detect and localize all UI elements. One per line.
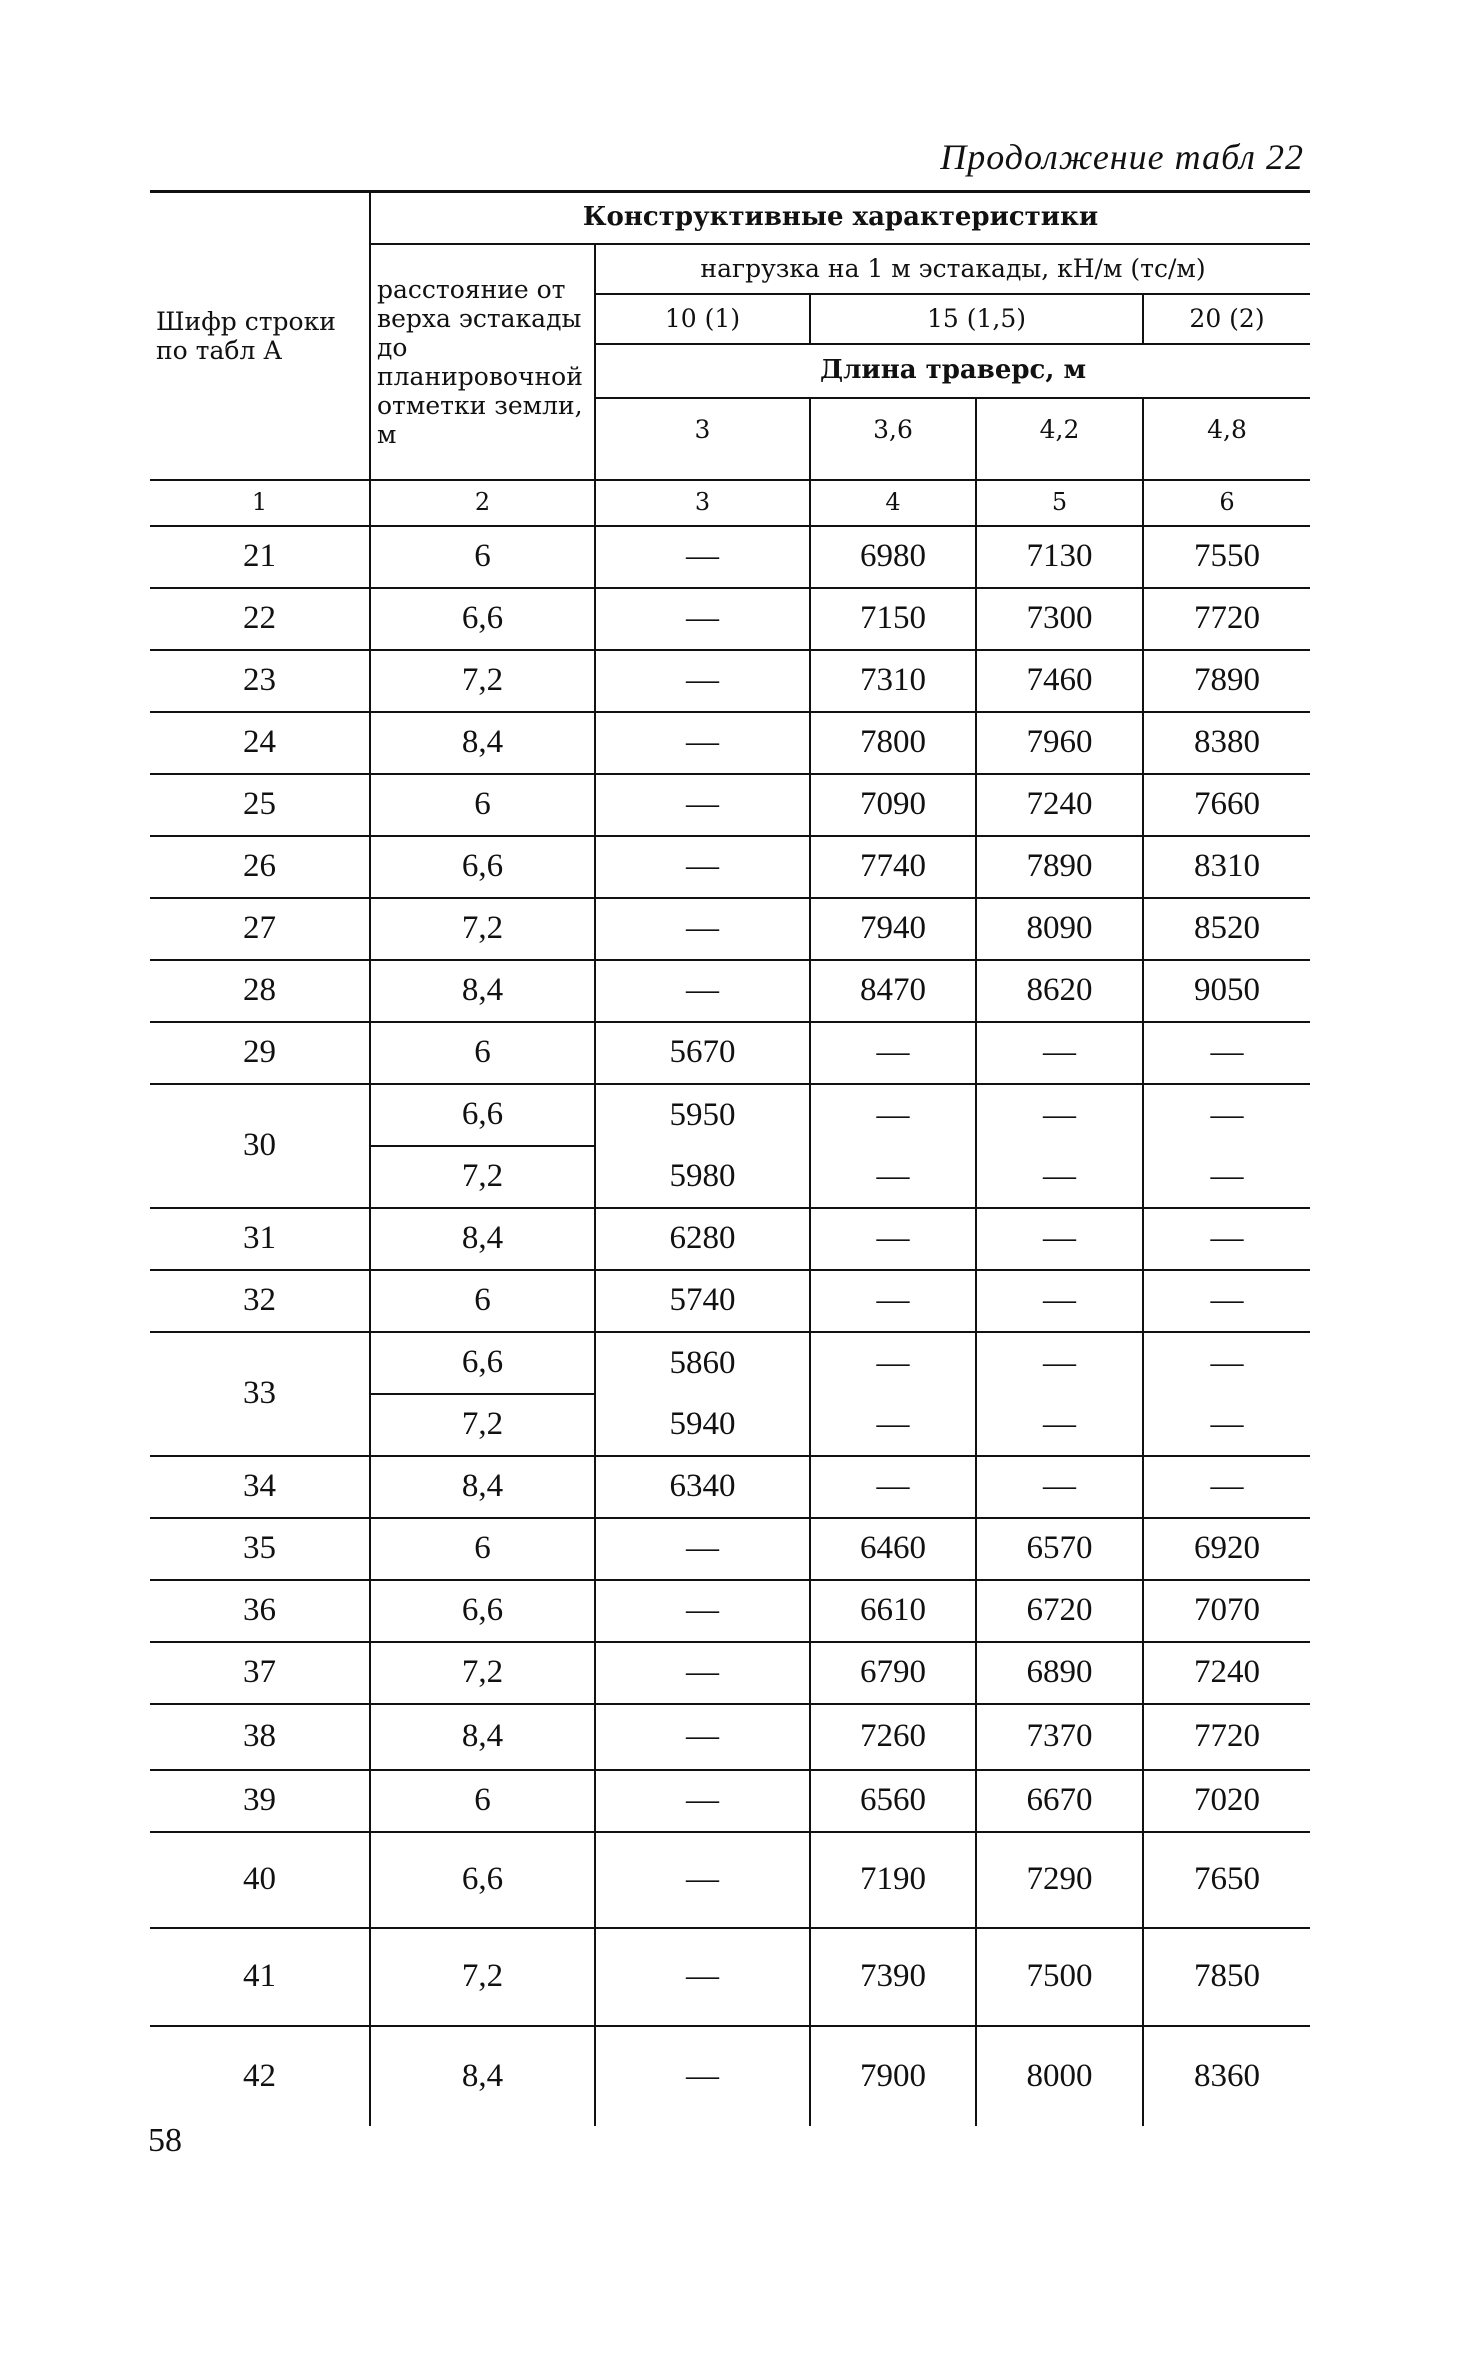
value-cell: 7720 [1143, 588, 1310, 650]
value-cell: — [595, 526, 810, 588]
table-row [150, 526, 1310, 588]
value-cell: — [976, 1146, 1143, 1208]
value-cell: — [595, 960, 810, 1022]
header-length-4-2: 4,2 [976, 398, 1143, 460]
value-cell: — [595, 836, 810, 898]
value-cell: — [595, 1642, 810, 1704]
header-row-code: Шифр строки по табл А [150, 192, 370, 480]
value-cell: 7500 [976, 1928, 1143, 2026]
value-cell: 8380 [1143, 712, 1310, 774]
value-cell: 6890 [976, 1642, 1143, 1704]
height-value: 6 [370, 1518, 595, 1580]
value-cell: 6980 [810, 526, 976, 588]
value-cell: — [976, 1456, 1143, 1518]
header-load-10: 10 (1) [595, 294, 810, 344]
row-code: 24 [150, 712, 370, 774]
row-code: 25 [150, 774, 370, 836]
height-value: 6 [370, 1770, 595, 1832]
value-cell: — [595, 650, 810, 712]
height-value: 7,2 [370, 1928, 595, 2026]
height-value: 6 [370, 1270, 595, 1332]
row-code: 31 [150, 1208, 370, 1270]
value-cell: 7900 [810, 2026, 976, 2126]
table-row [150, 1270, 1310, 1332]
value-cell: 7130 [976, 526, 1143, 588]
row-code: 22 [150, 588, 370, 650]
table-body [150, 526, 1310, 2126]
row-code: 40 [150, 1832, 370, 1928]
table-row [150, 1770, 1310, 1832]
value-cell: 7960 [976, 712, 1143, 774]
height-value: 8,4 [370, 1456, 595, 1518]
value-cell: — [1143, 1084, 1310, 1146]
table-row [150, 650, 1310, 712]
value-cell: 7660 [1143, 774, 1310, 836]
value-cell: — [1143, 1456, 1310, 1518]
value-cell: 5980 [595, 1146, 810, 1208]
col-number-3: 3 [595, 480, 810, 526]
table-row [150, 588, 1310, 650]
height-value: 8,4 [370, 1208, 595, 1270]
row-code: 34 [150, 1456, 370, 1518]
value-cell: 7550 [1143, 526, 1310, 588]
row-code: 32 [150, 1270, 370, 1332]
height-value: 7,2 [370, 898, 595, 960]
value-cell: 7290 [976, 1832, 1143, 1928]
row-code: 41 [150, 1928, 370, 2026]
value-cell: — [1143, 1332, 1310, 1394]
header-length-3-6: 3,6 [810, 398, 976, 460]
col-number-5: 5 [976, 480, 1143, 526]
table-row [150, 1642, 1310, 1704]
value-cell: 8310 [1143, 836, 1310, 898]
value-cell: 7310 [810, 650, 976, 712]
table-row [150, 1580, 1310, 1642]
height-value: 8,4 [370, 1704, 595, 1770]
value-cell: 7090 [810, 774, 976, 836]
row-code: 39 [150, 1770, 370, 1832]
col-number-1: 1 [150, 480, 370, 526]
height-value: 7,2 [370, 1642, 595, 1704]
height-value: 8,4 [370, 2026, 595, 2126]
height-value: 8,4 [370, 960, 595, 1022]
value-cell: 5950 [595, 1084, 810, 1146]
row-code: 29 [150, 1022, 370, 1084]
value-cell: 7020 [1143, 1770, 1310, 1832]
row-code: 21 [150, 526, 370, 588]
value-cell: 7240 [1143, 1642, 1310, 1704]
value-cell: 7650 [1143, 1832, 1310, 1928]
col-number-2: 2 [370, 480, 595, 526]
table-row [150, 898, 1310, 960]
value-cell: — [595, 712, 810, 774]
value-cell: — [595, 1928, 810, 2026]
value-cell: — [595, 898, 810, 960]
row-code: 26 [150, 836, 370, 898]
row-code: 35 [150, 1518, 370, 1580]
table-row [150, 1832, 1310, 1928]
value-cell: 8520 [1143, 898, 1310, 960]
height-value: 6,6 [370, 1580, 595, 1642]
data-table-wrapper [150, 190, 1310, 2126]
value-cell: 7460 [976, 650, 1143, 712]
row-code: 38 [150, 1704, 370, 1770]
header-load: нагрузка на 1 м эстакады, кН/м (тс/м) [595, 244, 1310, 294]
value-cell: 6790 [810, 1642, 976, 1704]
height-value: 6,6 [370, 588, 595, 650]
table-row [150, 1928, 1310, 2026]
value-cell: 7390 [810, 1928, 976, 2026]
value-cell: — [810, 1332, 976, 1394]
value-cell: 8620 [976, 960, 1143, 1022]
value-cell: 7240 [976, 774, 1143, 836]
table-row [150, 1456, 1310, 1518]
value-cell: 6920 [1143, 1518, 1310, 1580]
value-cell: — [1143, 1022, 1310, 1084]
table-row [150, 1084, 1310, 1146]
value-cell: — [1143, 1394, 1310, 1456]
height-value: 7,2 [370, 1394, 595, 1456]
value-cell: — [1143, 1146, 1310, 1208]
value-cell: — [810, 1394, 976, 1456]
table-row [150, 1332, 1310, 1394]
height-value: 6,6 [370, 1832, 595, 1928]
value-cell: 8360 [1143, 2026, 1310, 2126]
value-cell: 6460 [810, 1518, 976, 1580]
header-traverse: Длина траверс, м [595, 344, 1310, 398]
header-distance: расстояние от верха эстакады до планировочной отметки земли, м [370, 244, 595, 480]
col-number-6: 6 [1143, 480, 1310, 526]
table-row [150, 774, 1310, 836]
value-cell: 7720 [1143, 1704, 1310, 1770]
height-value: 6,6 [370, 836, 595, 898]
table-caption: Продолжение табл 22 [940, 137, 1304, 177]
value-cell: — [595, 1770, 810, 1832]
table-row [150, 960, 1310, 1022]
value-cell: 7890 [1143, 650, 1310, 712]
value-cell: 9050 [1143, 960, 1310, 1022]
height-value: 7,2 [370, 650, 595, 712]
height-value: 6 [370, 774, 595, 836]
row-code: 28 [150, 960, 370, 1022]
value-cell: 6340 [595, 1456, 810, 1518]
row-code: 37 [150, 1642, 370, 1704]
row-code: 36 [150, 1580, 370, 1642]
header-length-3: 3 [595, 398, 810, 460]
data-table [150, 190, 1310, 2126]
value-cell: — [595, 1832, 810, 1928]
value-cell: 7800 [810, 712, 976, 774]
value-cell: 6610 [810, 1580, 976, 1642]
value-cell: 7890 [976, 836, 1143, 898]
value-cell: — [595, 1518, 810, 1580]
table-row [150, 2026, 1310, 2126]
table-row [150, 1022, 1310, 1084]
row-code: 23 [150, 650, 370, 712]
table-row [150, 836, 1310, 898]
header-length-4-8: 4,8 [1143, 398, 1310, 460]
value-cell: 7740 [810, 836, 976, 898]
table-row [150, 1208, 1310, 1270]
value-cell: — [976, 1394, 1143, 1456]
value-cell: — [810, 1084, 976, 1146]
value-cell: — [810, 1146, 976, 1208]
table-header [150, 192, 1310, 526]
value-cell: — [810, 1270, 976, 1332]
value-cell: 7260 [810, 1704, 976, 1770]
value-cell: 6570 [976, 1518, 1143, 1580]
value-cell: — [976, 1270, 1143, 1332]
value-cell: 5860 [595, 1332, 810, 1394]
value-cell: 7300 [976, 588, 1143, 650]
row-code: 27 [150, 898, 370, 960]
value-cell: 7940 [810, 898, 976, 960]
height-value: 7,2 [370, 1146, 595, 1208]
value-cell: — [810, 1208, 976, 1270]
height-value: 6 [370, 526, 595, 588]
height-value: 8,4 [370, 712, 595, 774]
value-cell: 8470 [810, 960, 976, 1022]
value-cell: 6670 [976, 1770, 1143, 1832]
value-cell: 7850 [1143, 1928, 1310, 2026]
height-value: 6,6 [370, 1332, 595, 1394]
value-cell: 6720 [976, 1580, 1143, 1642]
row-code: 30 [150, 1084, 370, 1208]
header-group: Конструктивные характеристики [370, 192, 1310, 244]
value-cell: 5740 [595, 1270, 810, 1332]
value-cell: — [595, 588, 810, 650]
value-cell: — [595, 774, 810, 836]
table-row [150, 1704, 1310, 1770]
page-number: 58 [148, 2122, 182, 2159]
value-cell: — [976, 1084, 1143, 1146]
value-cell: — [976, 1332, 1143, 1394]
value-cell: — [595, 1704, 810, 1770]
value-cell: — [1143, 1270, 1310, 1332]
value-cell: — [810, 1456, 976, 1518]
col-number-4: 4 [810, 480, 976, 526]
value-cell: — [595, 2026, 810, 2126]
value-cell: 6280 [595, 1208, 810, 1270]
value-cell: 8090 [976, 898, 1143, 960]
height-value: 6 [370, 1022, 595, 1084]
value-cell: 8000 [976, 2026, 1143, 2126]
header-load-15: 15 (1,5) [810, 294, 1143, 344]
value-cell: — [810, 1022, 976, 1084]
table-row [150, 712, 1310, 774]
value-cell: 5940 [595, 1394, 810, 1456]
row-code: 42 [243, 2057, 276, 2094]
value-cell: 7150 [810, 588, 976, 650]
value-cell: 5670 [595, 1022, 810, 1084]
row-code: 33 [150, 1332, 370, 1456]
value-cell: 7070 [1143, 1580, 1310, 1642]
table-row [150, 1518, 1310, 1580]
height-value: 6,6 [370, 1084, 595, 1146]
value-cell: — [976, 1022, 1143, 1084]
value-cell: — [1143, 1208, 1310, 1270]
header-load-20: 20 (2) [1143, 294, 1310, 344]
value-cell: 7190 [810, 1832, 976, 1928]
value-cell: — [595, 1580, 810, 1642]
value-cell: 6560 [810, 1770, 976, 1832]
value-cell: 7370 [976, 1704, 1143, 1770]
value-cell: — [976, 1208, 1143, 1270]
